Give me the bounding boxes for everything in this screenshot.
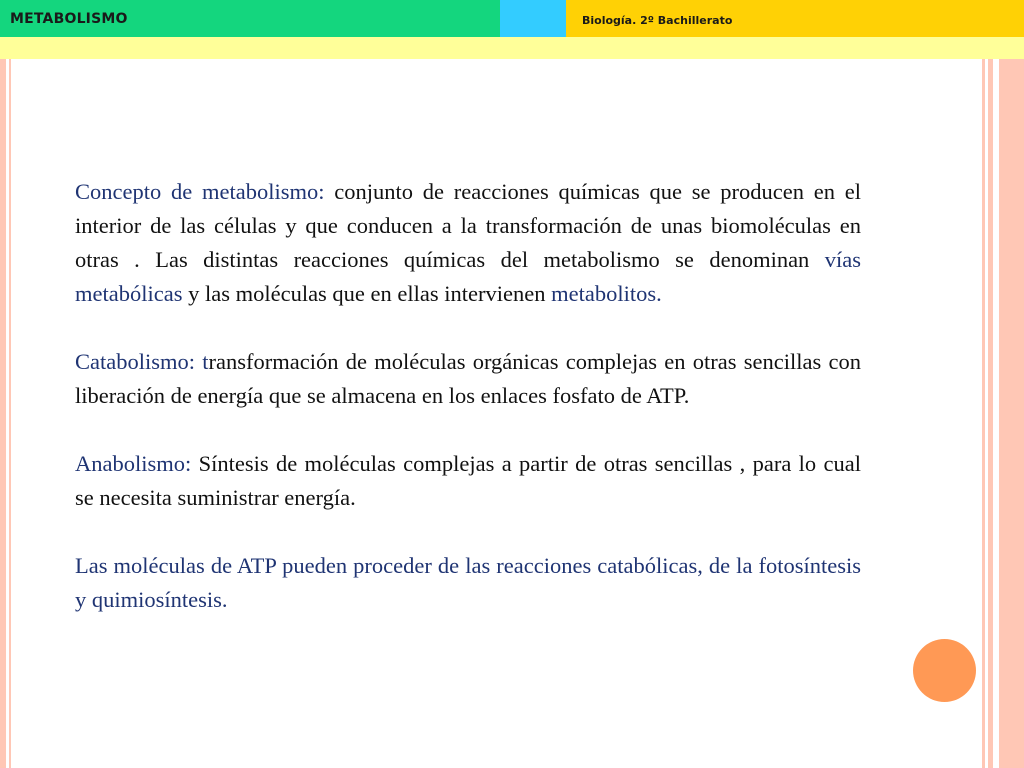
left-decorative-border <box>0 59 14 768</box>
term-metabolitos: metabolitos. <box>551 281 662 306</box>
orange-circle-decoration <box>913 639 976 702</box>
term-vias-metabolicas: vías metabólicas <box>75 247 861 306</box>
header-light-strip <box>0 37 1024 59</box>
paragraph-anabolismo <box>75 447 861 515</box>
text-concepto-2: y las moléculas que en ellas intervienen <box>182 281 552 306</box>
term-concepto: Concepto de metabolismo: <box>75 179 325 204</box>
term-anabolismo: Anabolismo: <box>75 451 192 476</box>
right-decorative-border <box>975 59 1024 768</box>
slide-title: METABOLISMO <box>10 11 128 27</box>
paragraph-atp: Las moléculas de ATP pueden proceder de las reacciones catabólicas, de la fotosíntesis y quimiosíntesis. <box>75 553 861 612</box>
header-cyan-band <box>500 0 566 37</box>
text-catabolismo: ransformación de moléculas orgánicas complejas en otras sencillas con liberación de energía que se almacena en los enlaces fosfato de ATP. <box>75 349 861 408</box>
paragraph-concepto <box>75 175 861 311</box>
slide-body <box>75 175 861 617</box>
term-catabolismo: Catabolismo: t <box>75 349 209 374</box>
slide-subtitle: Biología. 2º Bachillerato <box>582 14 733 27</box>
text-anabolismo: Síntesis de moléculas complejas a partir de otras sencillas , para lo cual se necesita suministrar energía. <box>75 451 861 510</box>
paragraph-catabolismo <box>75 345 861 413</box>
text-concepto-1: conjunto de reacciones químicas que se producen en el interior de las células y que conducen a la transformación de unas biomoléculas en otras . Las distintas reacciones químicas del metabolismo se denominan <box>75 179 861 272</box>
